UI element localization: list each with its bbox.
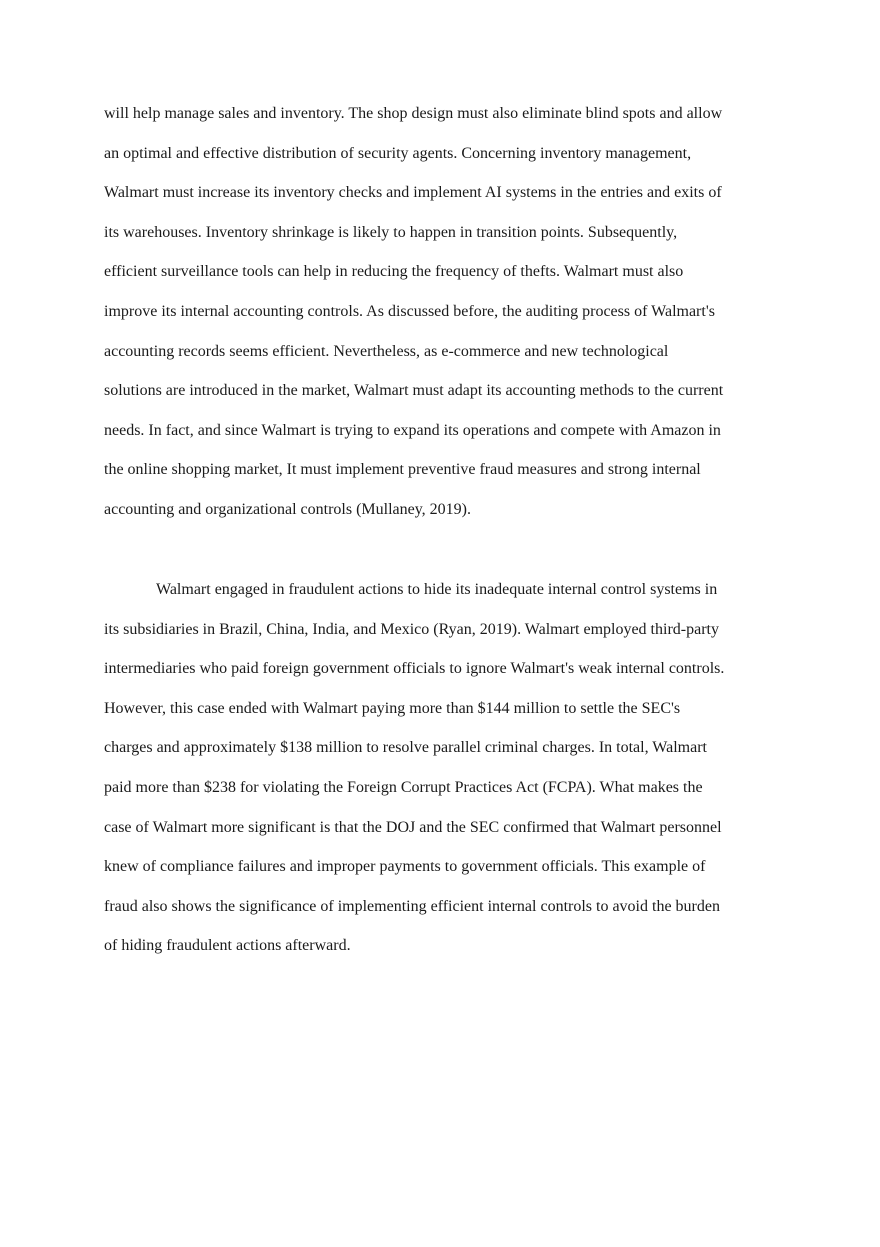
paragraph-2-line: knew of compliance failures and improper payments to government officials. This example of xyxy=(104,858,706,875)
paragraph-1-line: accounting and organizational controls (Mullaney, 2019). xyxy=(104,501,472,518)
paragraph-1-line: the online shopping market, It must implement preventive fraud measures and strong internal xyxy=(104,461,701,478)
paragraph-2-line: fraud also shows the significance of implementing efficient internal controls to avoid the burden xyxy=(104,898,720,915)
paragraph-2-line: paid more than $238 for violating the Foreign Corrupt Practices Act (FCPA). What makes the xyxy=(104,779,703,796)
paragraph-2-line: case of Walmart more significant is that the DOJ and the SEC confirmed that Walmart personnel xyxy=(104,819,722,836)
paragraph-2-line: its subsidiaries in Brazil, China, India, and Mexico (Ryan, 2019). Walmart employed third-party xyxy=(104,621,719,638)
paragraph-1-line: its warehouses. Inventory shrinkage is likely to happen in transition points. Subsequently, xyxy=(104,224,678,241)
paragraph-1-line: accounting records seems efficient. Nevertheless, as e-commerce and new technological xyxy=(104,343,669,360)
paragraph-1-line: needs. In fact, and since Walmart is trying to expand its operations and compete with Amazon in xyxy=(104,422,721,439)
paragraph-1-line: an optimal and effective distribution of security agents. Concerning inventory management, xyxy=(104,145,692,162)
paragraph-2-line: of hiding fraudulent actions afterward. xyxy=(104,937,351,954)
paragraph-1-line: Walmart must increase its inventory checks and implement AI systems in the entries and exits of xyxy=(104,184,722,201)
paragraph-1-line: efficient surveillance tools can help in reducing the frequency of thefts. Walmart must also xyxy=(104,263,684,280)
paragraph-1-line: improve its internal accounting controls. As discussed before, the auditing process of Walmart's xyxy=(104,303,715,320)
paragraph-2-line: However, this case ended with Walmart paying more than $144 million to settle the SEC's xyxy=(104,700,681,717)
paragraph-2-line: charges and approximately $138 million to resolve parallel criminal charges. In total, Walmart xyxy=(104,739,707,756)
paragraph-2-line: intermediaries who paid foreign government officials to ignore Walmart's weak internal controls. xyxy=(104,660,725,677)
paragraph-2-line: Walmart engaged in fraudulent actions to hide its inadequate internal control systems in xyxy=(156,581,718,598)
paragraph-1-line: solutions are introduced in the market, Walmart must adapt its accounting methods to the current xyxy=(104,382,724,399)
paragraph-1-line: will help manage sales and inventory. The shop design must also eliminate blind spots and allow xyxy=(104,105,723,122)
